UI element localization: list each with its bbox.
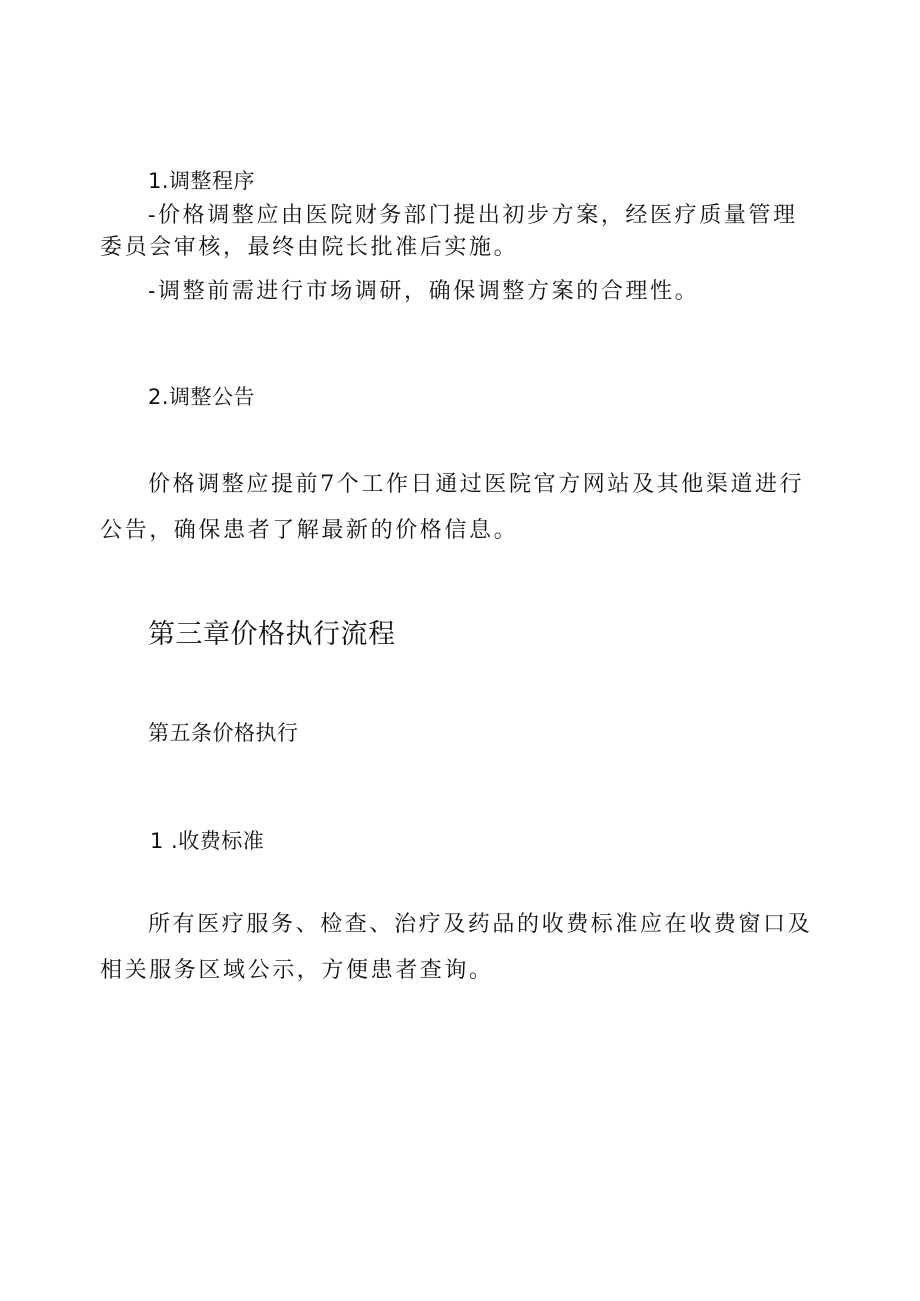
section-heading-fee-standard: 1 .收费标准: [150, 829, 265, 853]
adjust-procedure-item-1: -价格调整应由医院财务部门提出初步方案，经医疗质量管理委员会审核，最终由院长批准后实施。: [100, 203, 798, 260]
adjust-notice-paragraph: 价格调整应提前7个工作日通过医院官方网站及其他渠道进行公告，确保患者了解最新的价格信息。: [100, 472, 805, 543]
section-heading-adjust-notice: 2.调整公告: [148, 385, 256, 409]
fee-standard-paragraph: 所有医疗服务、检查、治疗及药品的收费标准应在收费窗口及相关服务区域公示，方便患者查询。: [100, 912, 813, 983]
section-heading-adjust-procedure: 1.调整程序: [148, 169, 256, 193]
chapter-title: 第三章价格执行流程: [148, 619, 396, 650]
adjust-procedure-item-2: -调整前需进行市场调研，确保调整方案的合理性。: [148, 279, 700, 304]
article-title: 第五条价格执行: [148, 721, 299, 745]
